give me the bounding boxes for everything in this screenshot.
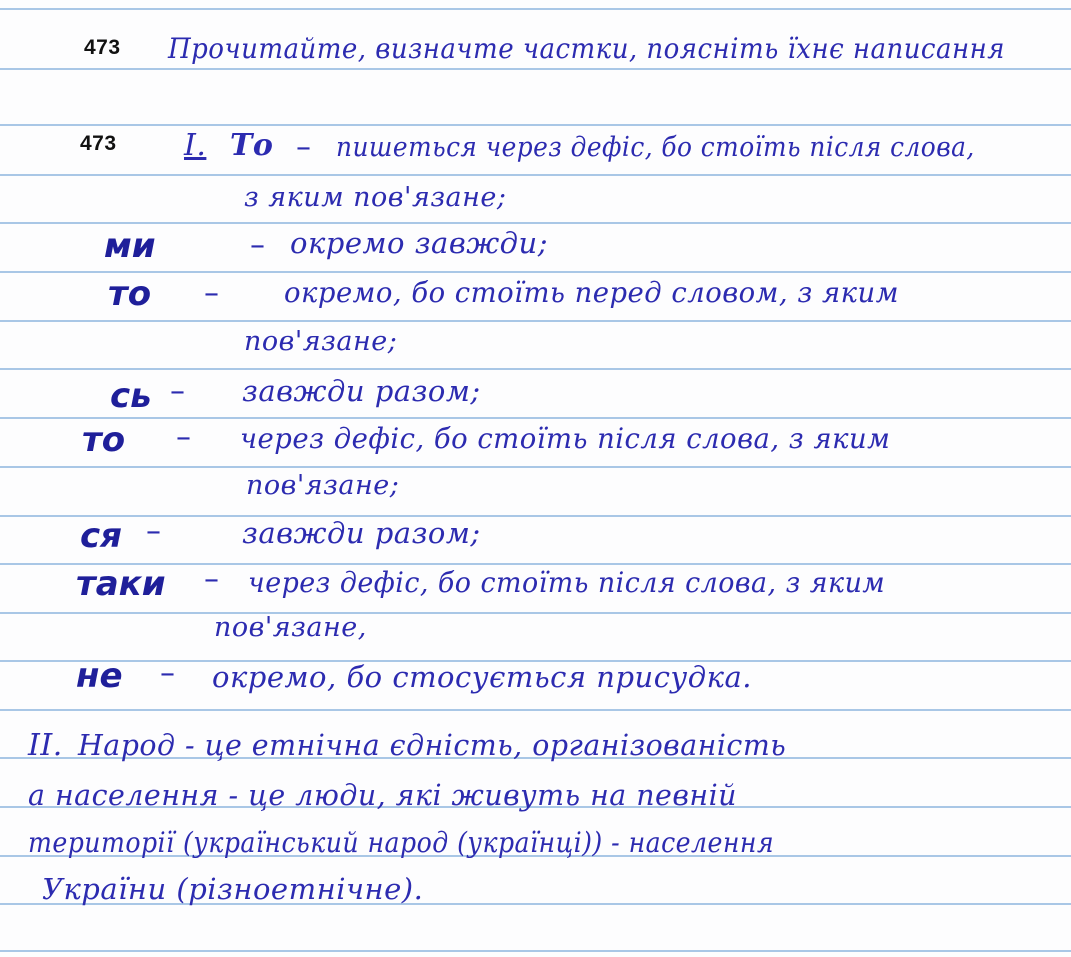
rule-line: [0, 271, 1071, 273]
dash: –: [250, 228, 265, 263]
rule-line: [0, 124, 1071, 126]
explanation-ne: окремо, бо стосується присудка.: [212, 660, 752, 694]
section-2-line-2: а населення - це люди, які живуть на певній: [28, 778, 737, 812]
rule-line: [0, 466, 1071, 468]
rule-line: [0, 320, 1071, 322]
particle-ne: не: [76, 656, 123, 696]
rule-line: [0, 368, 1071, 370]
rule-line: [0, 68, 1071, 70]
dash: –: [160, 656, 175, 691]
explanation-to-1: пишеться через дефіс, бо стоїть після слова,: [336, 132, 975, 163]
explanation-s: завжди разом;: [242, 374, 481, 408]
particle-sia: ся: [80, 516, 122, 556]
continuation-taky: пов'язане,: [214, 612, 367, 643]
task-number: 473: [84, 36, 121, 59]
answer-number: 473: [80, 132, 117, 155]
rule-line: [0, 950, 1071, 952]
rule-line: [0, 8, 1071, 10]
rule-line: [0, 174, 1071, 176]
particle-my: ми: [104, 226, 156, 266]
section-1-marker: І.: [184, 128, 207, 163]
dash: –: [204, 562, 219, 597]
dash: –: [176, 420, 191, 455]
task-instruction: Прочитайте, визначте частки, поясніть їхнє написання: [168, 32, 1005, 65]
dash: –: [146, 514, 161, 549]
rule-line: [0, 612, 1071, 614]
continuation-to-1: з яким пов'язане;: [244, 182, 507, 213]
rule-line: [0, 417, 1071, 419]
particle-to-3: то: [82, 420, 126, 460]
dash: –: [204, 276, 219, 311]
particle-to-1: То: [230, 128, 274, 163]
continuation-to-3: пов'язане;: [246, 470, 400, 501]
particle-s: сь: [110, 376, 152, 416]
dash: –: [170, 374, 185, 409]
explanation-sia: завжди разом;: [242, 516, 481, 550]
rule-line: [0, 222, 1071, 224]
dash: –: [296, 130, 311, 165]
particle-to-2: то: [108, 274, 152, 314]
explanation-my: окремо завжди;: [290, 226, 549, 260]
explanation-taky: через дефіс, бо стоїть після слова, з яким: [248, 566, 886, 599]
section-2-line-4: України (різноетнічне).: [42, 872, 424, 906]
explanation-to-2: окремо, бо стоїть перед словом, з яким: [284, 276, 899, 309]
continuation-to-2: пов'язане;: [244, 326, 398, 357]
particle-taky: таки: [76, 564, 166, 604]
section-2-line-3: території (український народ (українці)) - населення: [28, 826, 775, 859]
section-2-marker: ІІ.: [28, 728, 63, 763]
explanation-to-3: через дефіс, бо стоїть після слова, з яким: [240, 422, 891, 455]
section-2-line-1: Народ - це етнічна єдність, організованість: [78, 728, 787, 762]
rule-line: [0, 709, 1071, 711]
